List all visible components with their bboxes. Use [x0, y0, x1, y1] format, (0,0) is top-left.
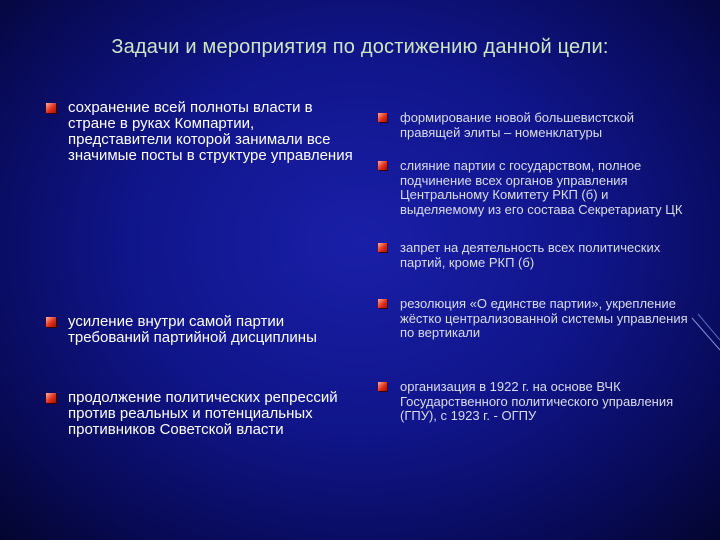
bullet-icon — [378, 161, 387, 170]
right-item-3-text: запрет на деятельность всех политических партий, кроме РКП (б) — [400, 240, 661, 270]
right-item-4 — [400, 297, 690, 341]
bullet-icon — [378, 299, 387, 308]
right-item-4-text: резолюция «О единстве партии», укрепление жёстко централизованной системы управления по вертикали — [400, 296, 688, 340]
left-item-1-text: сохранение всей полноты власти в стране в руках Компартии, представители которой занимали все значимые посты в структуре управления — [68, 99, 353, 164]
bullet-icon — [378, 243, 387, 252]
left-item-3-text: продолжение политических репрессий против реальных и потенциальных противников Советской власти — [68, 389, 338, 438]
right-item-2 — [400, 159, 690, 217]
bullet-icon — [378, 113, 387, 122]
right-item-3 — [400, 241, 690, 270]
right-item-5-text: организация в 1922 г. на основе ВЧК Государственного политического управления (ГПУ), с 1923 г. - ОГПУ — [400, 379, 674, 423]
bullet-icon — [46, 317, 56, 327]
right-item-1-text: формирование новой большевистской правящей элиты – номенклатуры — [400, 110, 635, 140]
left-item-2-text: усиление внутри самой партии требований партийной дисциплины — [68, 313, 317, 346]
right-item-1 — [400, 111, 690, 140]
left-item-1 — [68, 100, 358, 164]
bullet-icon — [46, 393, 56, 403]
right-item-5 — [400, 380, 690, 424]
slide-title: Задачи и мероприятия по достижению данной цели: — [111, 36, 609, 58]
decorative-lines — [690, 300, 720, 360]
right-item-2-text: слияние партии с государством, полное подчинение всех органов управления Центральному Комитету РКП (б) и выделяемому из его состава Секретариату ЦК — [400, 158, 683, 217]
bullet-icon — [46, 103, 56, 113]
bullet-icon — [378, 382, 387, 391]
left-item-3 — [68, 390, 348, 438]
left-item-2 — [68, 314, 348, 346]
